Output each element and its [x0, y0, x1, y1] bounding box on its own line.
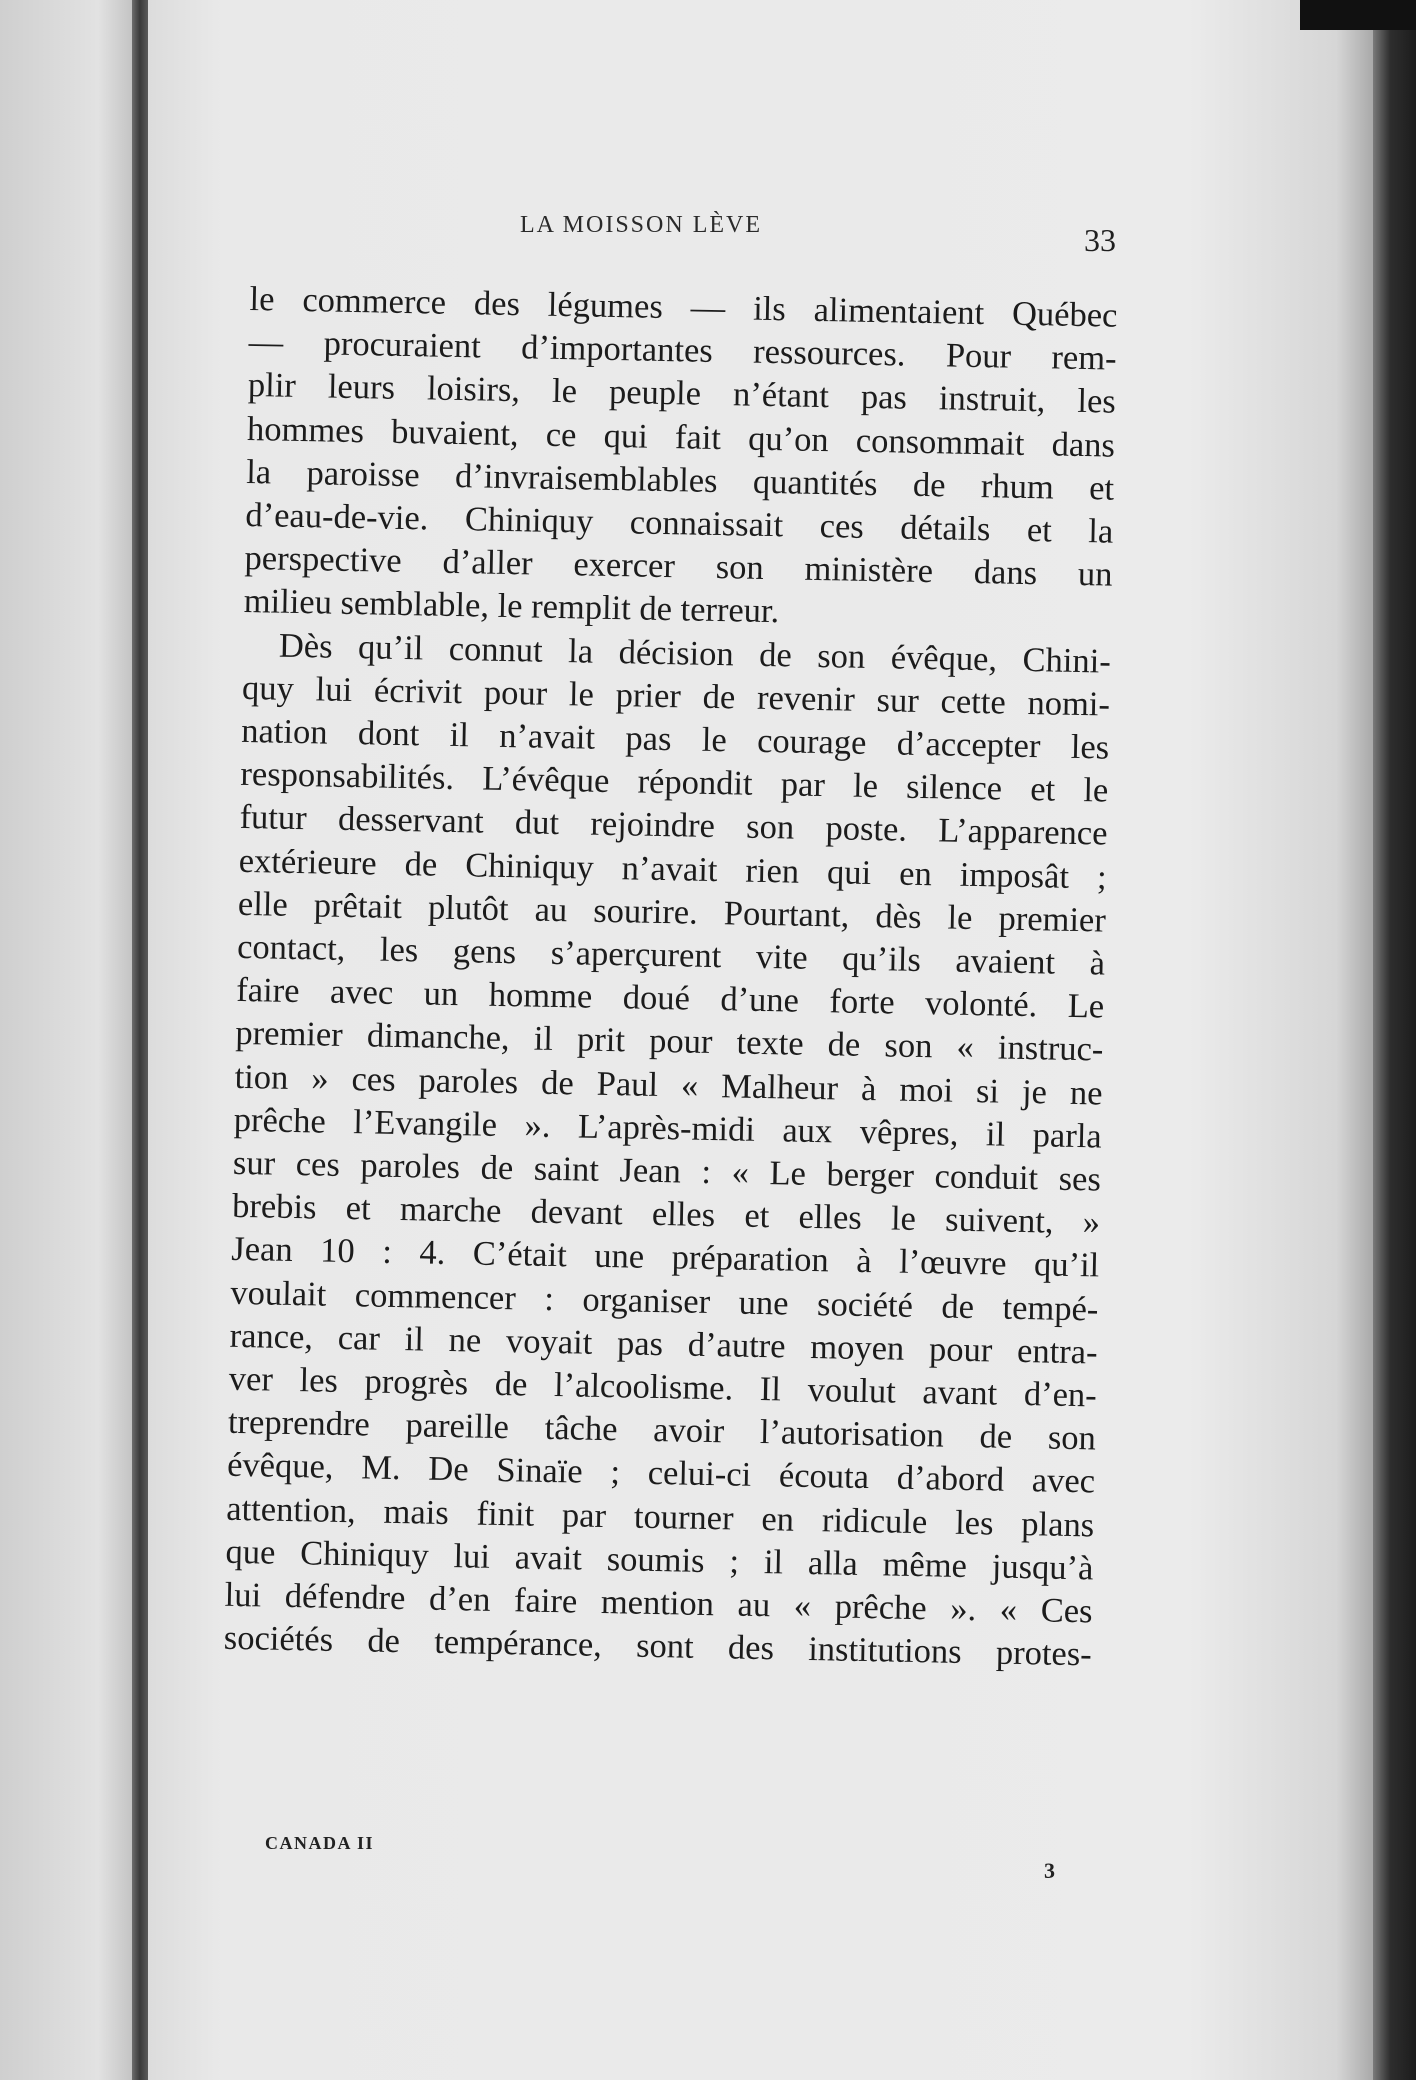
body-text	[223, 278, 1117, 1677]
text-line: Jean 10 : 4. C’était une préparation à l’œuvre qu’il	[230, 1230, 1100, 1285]
text-line: prêche l’Evangile ». L’après-midi aux vêpres, il parla	[233, 1100, 1103, 1156]
running-title: LA MOISSON LÈVE	[520, 212, 763, 238]
book-gutter	[132, 0, 148, 2080]
text-line: hommes buvaient, ce qui fait qu’on consommait dans	[246, 409, 1116, 465]
text-line: ver les progrès de l’alcoolisme. Il voulut avant d’en-	[228, 1359, 1098, 1415]
adjacent-page-edge	[0, 0, 140, 2080]
signature-number: 3	[1044, 1858, 1055, 1883]
text-line: sociétés de tempérance, sont des institutions protes-	[223, 1619, 1093, 1674]
text-line: que Chiniquy lui avait soumis ; il alla même jusqu’à	[225, 1532, 1094, 1588]
text-line: évêque, M. De Sinaïe ; celui-ci écouta d’abord avec	[226, 1446, 1096, 1501]
text-line: rance, car il ne voyait pas d’autre moyen pour entra-	[229, 1316, 1098, 1372]
text-line: nation dont il n’avait pas le courage d’accepter les	[240, 711, 1110, 767]
text-line: lui défendre d’en faire mention au « prêche ». « Ces	[224, 1575, 1093, 1631]
signature-mark: CANADA II	[265, 1833, 375, 1853]
page-number: 33	[1084, 222, 1116, 258]
text-line: attention, mais finit par tourner en ridicule les plans	[226, 1489, 1095, 1545]
page-edge-shadow	[1373, 0, 1416, 2080]
text-line: faire avec un homme doué d’une forte volonté. Le	[235, 971, 1105, 1026]
text-line: le commerce des légumes — ils alimentaient Québec	[249, 279, 1118, 335]
text-line: d’eau-de-vie. Chiniquy connaissait ces détails et la	[245, 495, 1114, 551]
text-line: sur ces paroles de saint Jean : « Le berger conduit ses	[232, 1143, 1102, 1199]
text-line: quy lui écrivit pour le prier de revenir sur cette nomi-	[241, 668, 1111, 724]
text-line: perspective d’aller exercer son ministère dans un	[244, 539, 1113, 594]
text-line: la paroisse d’invraisemblables quantités de rhum et	[245, 452, 1115, 508]
text-line: milieu semblable, le remplit de terreur.	[243, 582, 780, 631]
text-line: extérieure de Chiniquy n’avait rien qui en imposât ;	[238, 841, 1108, 897]
text-line: futur desservant dut rejoindre son poste. L’apparence	[239, 798, 1108, 853]
text-line: responsabilités. L’évêque répondit par le silence et le	[240, 755, 1109, 810]
text-line: tion » ces paroles de Paul « Malheur à moi si je ne	[234, 1057, 1103, 1113]
text-line: voulait commencer : organiser une société de tempé-	[230, 1273, 1099, 1329]
corner-shadow	[1300, 0, 1416, 30]
text-line: — procuraient d’importantes ressources. Pour rem-	[248, 323, 1117, 378]
text-line: brebis et marche devant elles et elles le suivent, »	[231, 1187, 1101, 1242]
text-line: Dès qu’il connut la décision de son évêque, Chini-	[278, 626, 1112, 681]
text-line: premier dimanche, il prit pour texte de son « instruc-	[235, 1014, 1104, 1069]
text-line: plir leurs loisirs, le peuple n’étant pas instruit, les	[247, 366, 1117, 422]
text-line: elle prêtait plutôt au sourire. Pourtant, dès le premier	[237, 884, 1107, 940]
text-line: contact, les gens s’aperçurent vite qu’ils avaient à	[236, 927, 1106, 983]
text-line: treprendre pareille tâche avoir l’autorisation de son	[227, 1403, 1097, 1458]
